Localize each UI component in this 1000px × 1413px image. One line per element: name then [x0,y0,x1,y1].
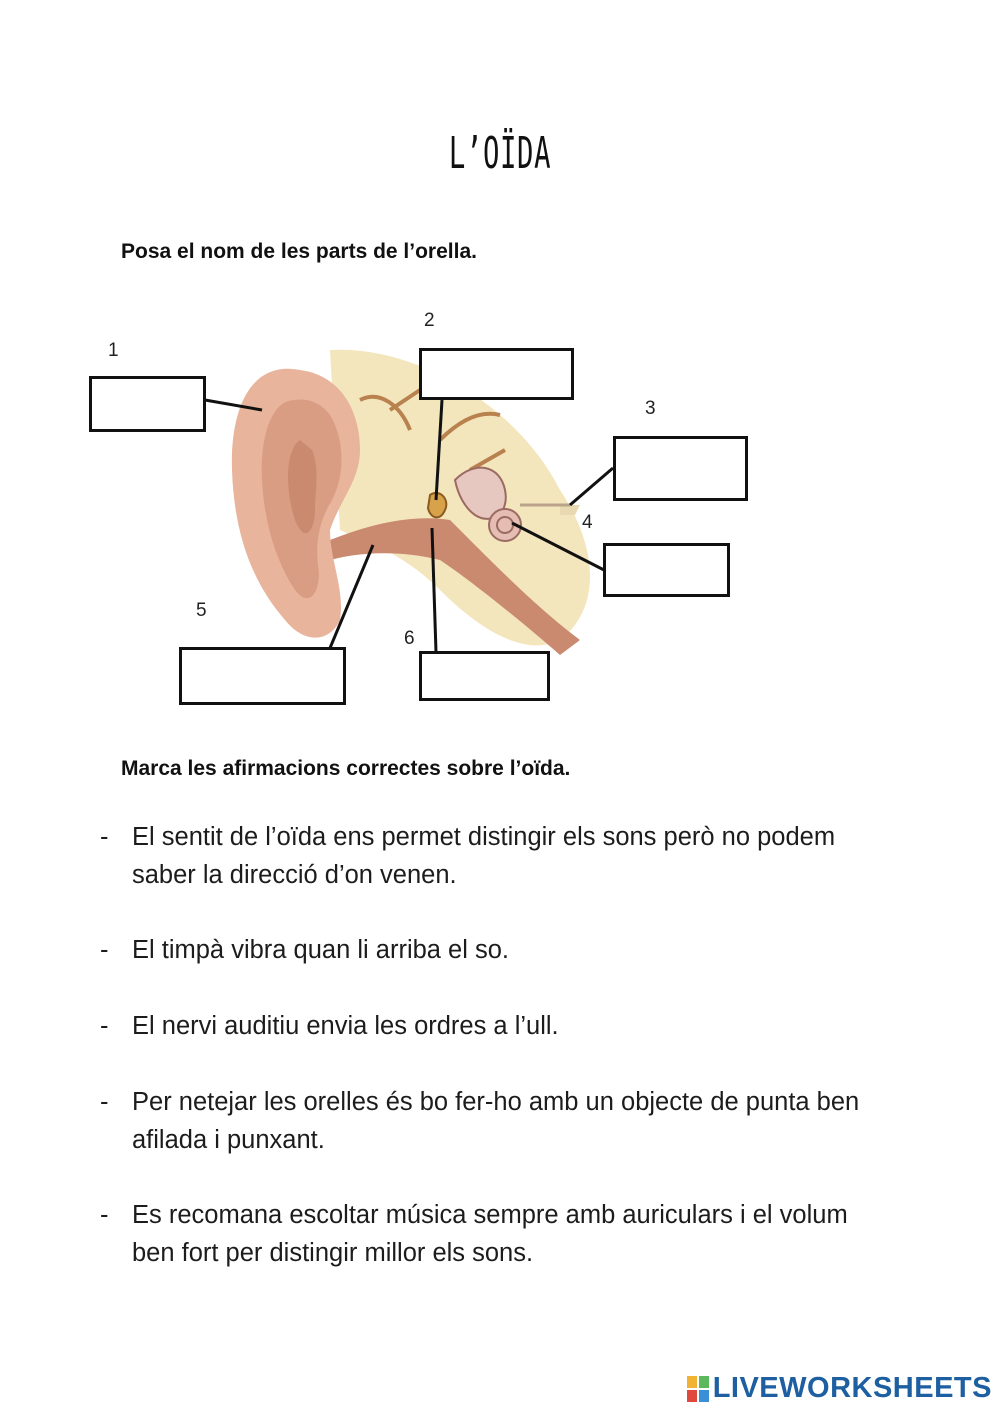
statement-dash: - [100,823,109,851]
instruction-label-statements: Marca les afirmacions correctes sobre l’oïda. [121,757,571,780]
brand-name: LIVEWORKSHEETS [712,1372,992,1404]
page-title: L’OÏDA [448,128,552,179]
statement-text: Es recomana escoltar música sempre amb auriculars i el volum ben fort per distingir millor els sons. [132,1201,848,1267]
ear-diagram [0,290,1000,730]
part-number-4: 4 [582,512,593,533]
answer-box-2[interactable] [419,348,574,400]
part-number-1: 1 [108,340,119,361]
statement-text: El nervi auditiu envia les ordres a l’ull. [132,1012,559,1040]
liveworksheets-icon [687,1376,709,1402]
answer-box-1[interactable] [89,376,206,432]
statement-text: El sentit de l’oïda ens permet distingir els sons però no podem saber la direcció d’on venen. [132,823,836,889]
answer-box-4[interactable] [603,543,730,597]
statement-dash: - [100,1012,109,1040]
brand-logo[interactable] [687,1372,992,1405]
statement-dash: - [100,1201,109,1229]
statement-text: El timpà vibra quan li arriba el so. [132,936,510,964]
answer-box-6[interactable] [419,651,550,701]
part-number-2: 2 [424,310,435,331]
statement-dash: - [100,936,109,964]
answer-box-5[interactable] [179,647,346,705]
part-number-6: 6 [404,628,415,649]
instruction-label-parts: Posa el nom de les parts de l’orella. [121,240,477,263]
answer-box-3[interactable] [613,436,748,501]
statement-dash: - [100,1088,109,1116]
statement-text: Per netejar les orelles és bo fer-ho amb un objecte de punta ben afilada i punxant. [132,1088,860,1154]
part-number-5: 5 [196,600,207,621]
part-number-3: 3 [645,398,656,419]
